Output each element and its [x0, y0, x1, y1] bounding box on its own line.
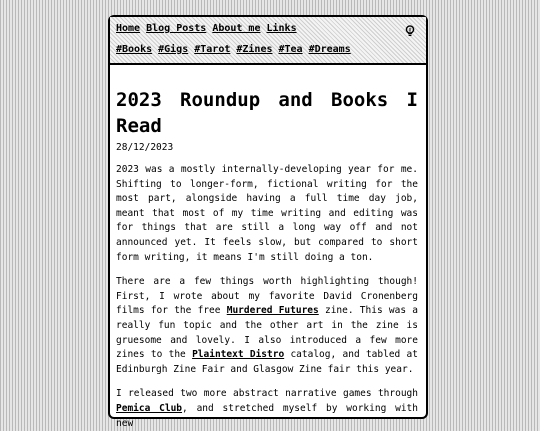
paragraph-text: There are a few things worth highlighting though! First, I wrote about my favorite David Cronenberg films for the free [116, 276, 418, 317]
murdered-futures-link[interactable]: Murdered Futures [226, 305, 319, 317]
post-paragraph-2 [116, 275, 418, 377]
post-date: 28/12/2023 [116, 142, 174, 153]
paragraph-text: I released two more abstract narrative games through [116, 388, 418, 400]
tag-tea-link[interactable]: #Tea [278, 44, 303, 55]
nav-blog-posts-link[interactable]: Blog Posts [146, 23, 207, 34]
page-frame [108, 15, 428, 429]
nav-links-link[interactable]: Links [266, 23, 297, 34]
plaintext-distro-link[interactable]: Plaintext Distro [192, 349, 285, 361]
tag-bar [116, 44, 357, 55]
bulb-icon[interactable] [404, 25, 416, 37]
post-content [116, 87, 418, 431]
nav-about-me-link[interactable]: About me [212, 23, 261, 34]
nav-home-link[interactable]: Home [116, 23, 141, 34]
tag-books-link[interactable]: #Books [116, 44, 153, 55]
tag-gigs-link[interactable]: #Gigs [158, 44, 189, 55]
site-header [110, 17, 426, 65]
tag-tarot-link[interactable]: #Tarot [194, 44, 231, 55]
paragraph-text: , and stretched myself by working with new [116, 402, 419, 429]
tag-dreams-link[interactable]: #Dreams [308, 44, 351, 55]
post-paragraph-1: 2023 was a mostly internally-developing year for me. Shifting to longer-form, fictional writing for the most part, alongside having a full time day job, meant that most of my time writing and editing was for things that are still a long way off and not announced yet. It feels slow, but compared to short form writing, it means I'm still doing a ton. [116, 164, 418, 263]
main-nav [116, 23, 303, 34]
pemica-club-link[interactable]: Pemica Club [116, 402, 183, 414]
post-title: 2023 Roundup and Books I Read [116, 89, 418, 137]
paragraph-text: zine. This was a really fun topic and the other art in the zine is gruesome and lovely. I also introduced a few more zines to the [116, 305, 419, 361]
post-paragraph-3 [116, 387, 418, 431]
paragraph-text: catalog, and tabled at Edinburgh Zine Fair and Glasgow Zine fair this year. [116, 349, 419, 375]
tag-zines-link[interactable]: #Zines [236, 44, 273, 55]
